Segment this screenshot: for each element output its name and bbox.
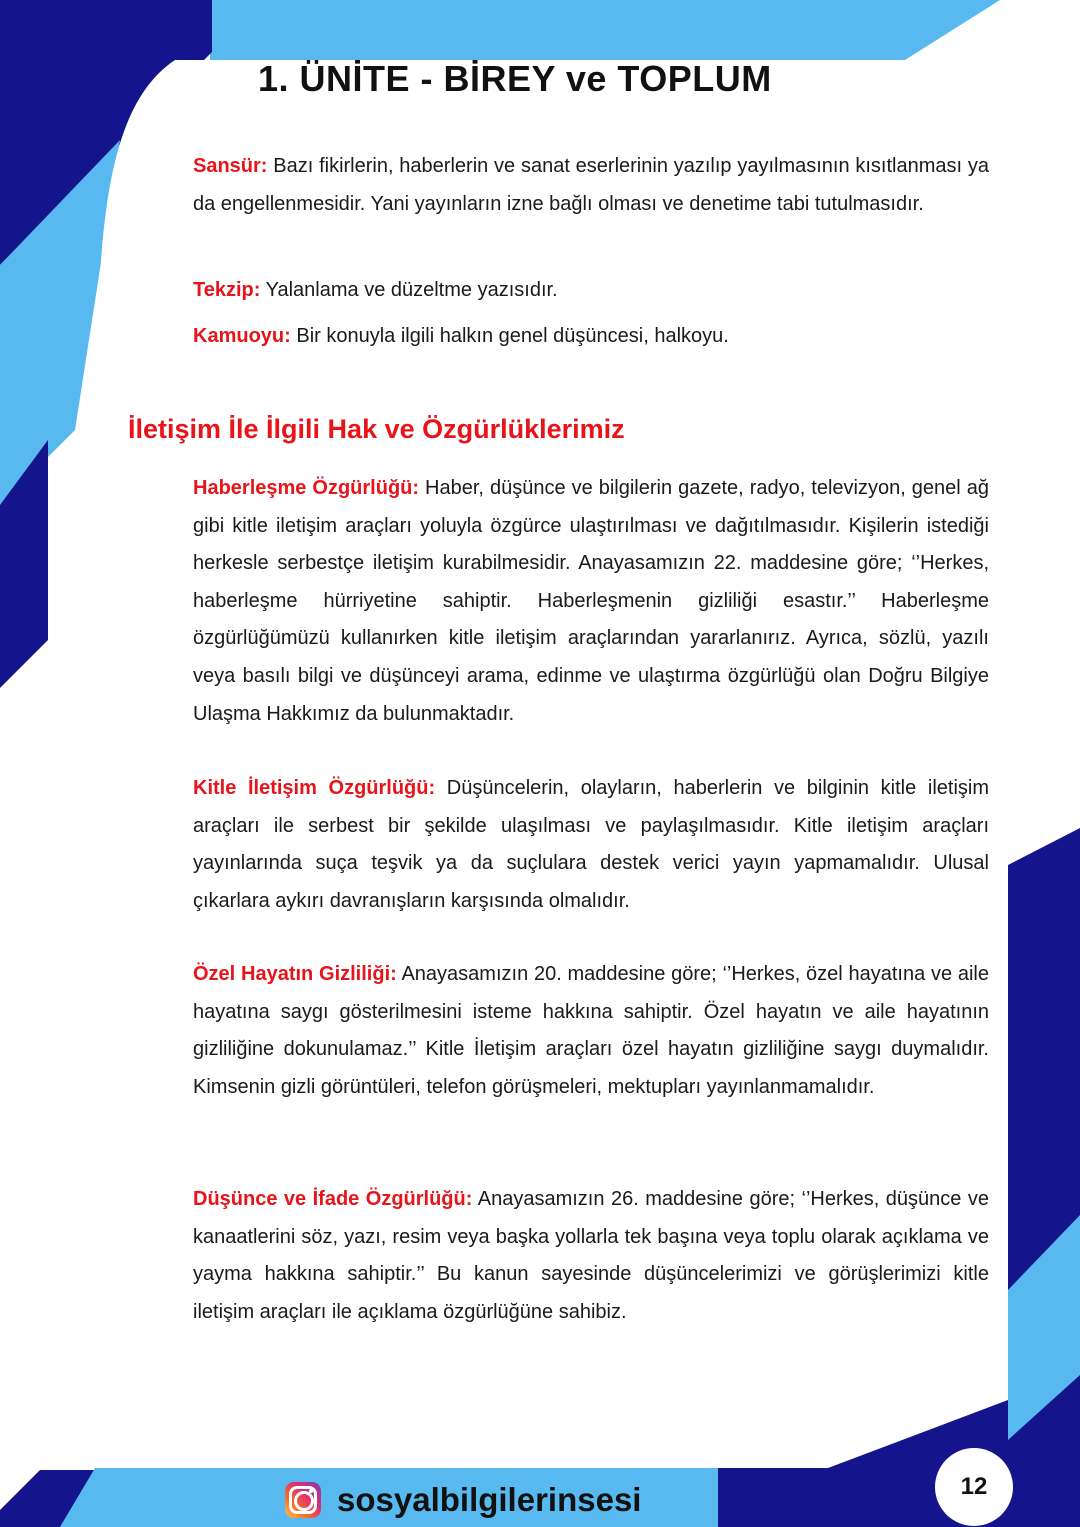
- definition-text: Yalanlama ve düzeltme yazısıdır.: [260, 279, 558, 301]
- term-label: Kamuoyu:: [193, 325, 291, 347]
- item-text: Anayasamızın 26. maddesine göre; ‘’Herkes, düşünce ve kanaatlerini söz, yazı, resim veya başka yollarla tek başına veya toplu olarak açıklama ve yayma hakkına sahiptir.’’ Bu kanun sayesinde düşüncelerimizi ve görüşlerimizi kitle iletişim araçları ile açıklama özgürlüğüne sahibiz.: [193, 1188, 989, 1323]
- top-light-blue-shape: [210, 0, 1000, 60]
- item-dusunce-ve-ifade-ozgurlugu: [193, 1181, 989, 1331]
- definition-sansur: [193, 148, 989, 223]
- instagram-icon: [285, 1482, 321, 1518]
- page-number: 12: [935, 1448, 1013, 1526]
- item-haberlesme-ozgurlugu: [193, 470, 989, 733]
- item-ozel-hayatin-gizliligi: [193, 956, 989, 1106]
- item-text: Anayasamızın 20. maddesine göre; ‘’Herkes, özel hayatına ve aile hayatına saygı gösterilmesini isteme hakkına sahiptir. Özel hayatın ve aile hayatının gizliliğine dokunulamaz.’’ Kitle İletişim araçları özel hayatın gizliliğine saygı duymalıdır. Kimsenin gizli görüntüleri, telefon görüşmeleri, mektupları yayınlanmamalıdır.: [193, 963, 989, 1098]
- term-label: Sansür:: [193, 155, 268, 177]
- term-label: Düşünce ve İfade Özgürlüğü:: [193, 1188, 473, 1210]
- item-kitle-iletisim-ozgurlugu: [193, 770, 989, 920]
- term-label: Tekzip:: [193, 279, 261, 301]
- definition-tekzip: [193, 272, 989, 310]
- definition-text: Bazı fikirlerin, haberlerin ve sanat eserlerinin yazılıp yayılmasının kısıtlanması ya da engellenmesidir. Yani yayınların izne bağlı olması ve denetime tabi tutulmasıdır.: [193, 155, 989, 215]
- item-text: Haber, düşünce ve bilgilerin gazete, radyo, televizyon, genel ağ gibi kitle iletişim araçları yoluyla özgürce ulaştırılması ve dağıtılmasıdır. Kişilerin istediği herkesle serbestçe iletişim kurabilmesidir. Anayasamızın 22. maddesine göre; ‘’Herkes, haberleşme hürriyetine sahiptir. Haberleşmenin gizliliği esastır.’’ Haberleşme özgürlüğümüzü kullanırken kitle iletişim araçlarından yararlanırız. Ayrıca, sözlü, yazılı veya basılı bilgi ve düşünceyi arama, edinme ve ulaştırma özgürlüğü olan Doğru Bilgiye Ulaşma Hakkımız da bulunmaktadır.: [193, 477, 989, 725]
- item-text: Düşüncelerin, olayların, haberlerin ve bilginin kitle iletişim araçları ile serbest bir şekilde ulaşılması ve paylaşılmasıdır. Kitle iletişim araçları yayınlarında suça teşvik ya da suçlulara destek verici yayın yapmamalıdır. Ulusal çıkarlara aykırı davranışların karşısında olmalıdır.: [193, 777, 989, 912]
- term-label: Haberleşme Özgürlüğü:: [193, 477, 420, 499]
- section-heading: İletişim İle İlgili Hak ve Özgürlüklerimiz: [128, 414, 625, 444]
- definition-text: Bir konuyla ilgili halkın genel düşüncesi, halkoyu.: [290, 325, 729, 347]
- definition-kamuoyu: [193, 318, 989, 356]
- page-title: 1. ÜNİTE - BİREY ve TOPLUM: [258, 58, 772, 99]
- term-label: Kitle İletişim Özgürlüğü:: [193, 777, 436, 799]
- footer-brand: [285, 1476, 641, 1524]
- brand-handle: sosyalbilgilerinsesi: [337, 1481, 642, 1518]
- term-label: Özel Hayatın Gizliliği:: [193, 963, 397, 985]
